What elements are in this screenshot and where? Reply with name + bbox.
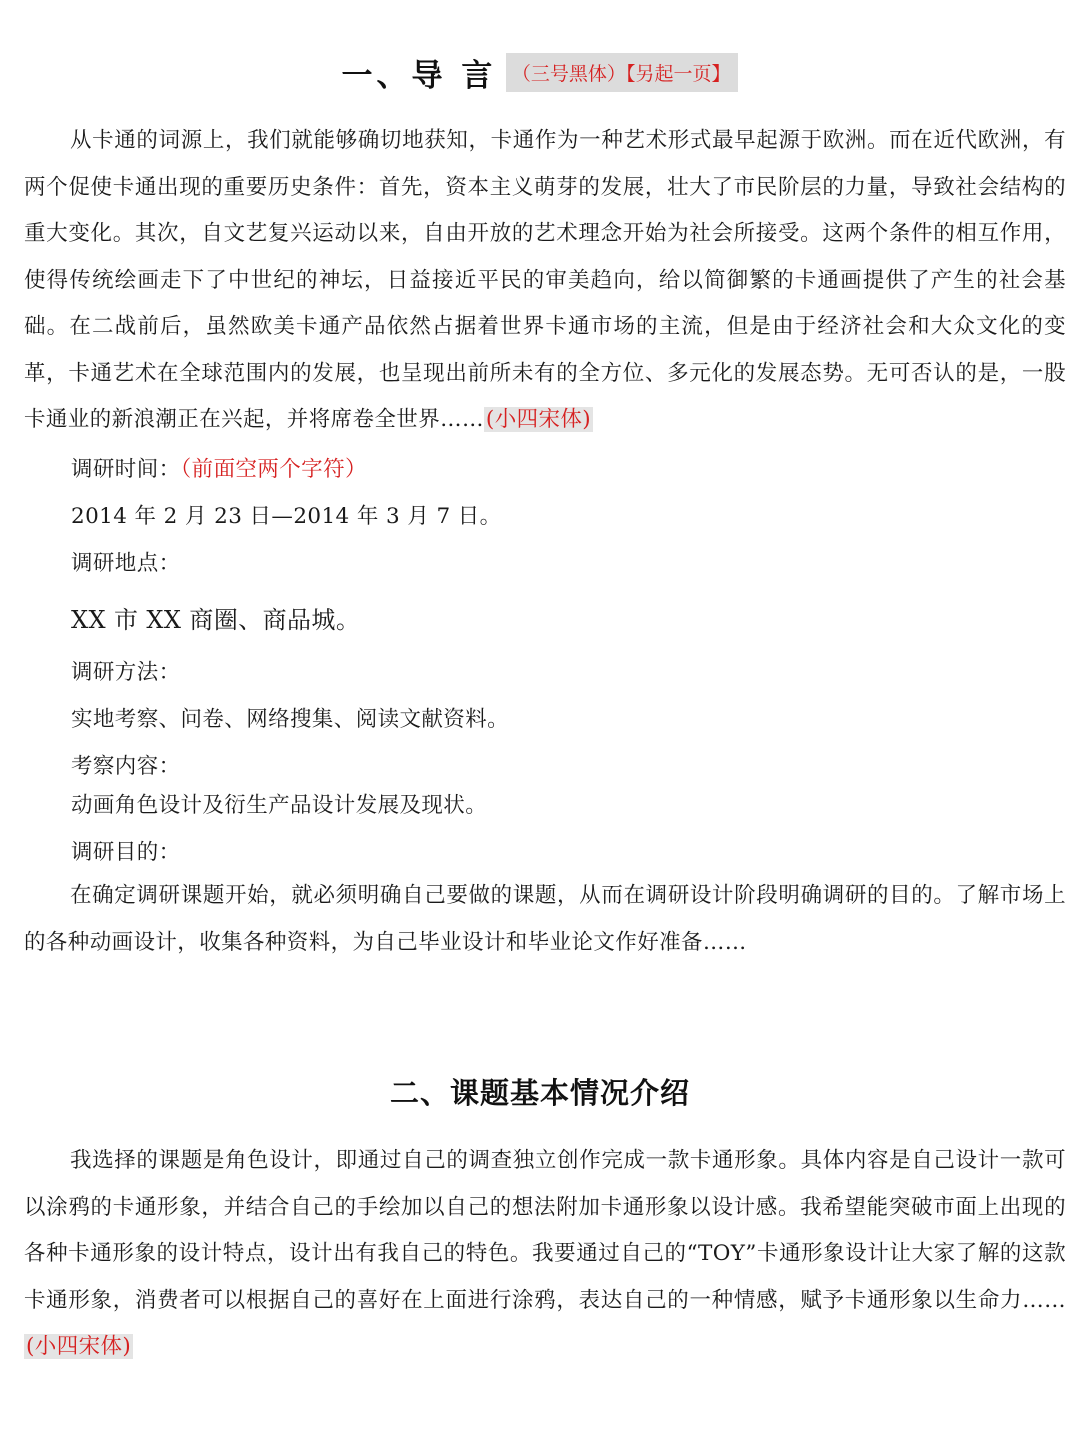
heading-format-annotation — [506, 53, 739, 92]
heading-font-note: （三号黑体） — [511, 63, 626, 85]
research-place-value: XX 市 XX 商圈、商品城。 — [71, 606, 361, 634]
indent-annotation: （前面空两个字符） — [180, 457, 367, 482]
intro-text: 从卡通的词源上，我们就能够确切地获知，卡通作为一种艺术形式最早起源于欧洲。而在近代欧洲，有两个促使卡通出现的重要历史条件：首先，资本主义萌芽的发展，壮大了市民阶层的力量，导致社会结构的重大变化。其次，自文艺复兴运动以来，自由开放的艺术理念开始为社会所接受。这两个条件的相互作用，使得传统绘画走下了中世纪的神坛，日益接近平民的审美趋向，给以简御繁的卡通画提供了产生的社会基础。在二战前后，虽然欧美卡通产品依然占据着世界卡通市场的主流，但是由于经济社会和大众文化的变革，卡通艺术在全球范围内的发展，也呈现出前所未有的全方位、多元化的发展态势。无可否认的是，一股卡通业的新浪潮正在兴起，并将席卷全世界…… — [24, 128, 1066, 432]
research-purpose-label: 调研目的： — [71, 840, 181, 865]
intro-paragraph — [24, 118, 1066, 444]
research-time-label: 调研时间： — [71, 457, 181, 482]
research-place-label: 调研地点： — [71, 551, 181, 576]
research-method-value: 实地考察、问卷、网络搜集、阅读文献资料。 — [71, 707, 510, 732]
research-content-value: 动画角色设计及衍生产品设计发展及现状。 — [71, 793, 488, 818]
topic-font-annotation: (小四宋体) — [26, 1334, 132, 1359]
research-time-value: 2014 年 2 月 23 日—2014 年 3 月 7 日。 — [71, 504, 502, 529]
section-1-heading — [0, 50, 1080, 95]
section-2-title: 二、课题基本情况介绍 — [389, 1076, 690, 1110]
research-content-label: 考察内容： — [71, 754, 181, 779]
research-time-label-line — [71, 452, 367, 483]
heading-page-note: 【另起一页】 — [625, 63, 731, 85]
research-method-label: 调研方法： — [71, 660, 181, 685]
topic-intro-text: 我选择的课题是角色设计，即通过自己的调查独立创作完成一款卡通形象。具体内容是自己设计一款可以涂鸦的卡通形象，并结合自己的手绘加以自己的想法附加卡通形象以设计感。我希望能突破市面上出现的各种卡通形象的设计特点，设计出有我自己的特色。我要通过自己的“TOY”卡通形象设计让大家了解的这款卡通形象，消费者可以根据自己的喜好在上面进行涂鸦，表达自己的一种情感，赋予卡通形象以生命力…… — [24, 1148, 1066, 1313]
intro-font-annotation: (小四宋体) — [485, 407, 592, 432]
topic-intro-paragraph — [24, 1138, 1066, 1371]
research-purpose-paragraph: 在确定调研课题开始，就必须明确自己要做的课题，从而在调研设计阶段明确调研的目的。了解市场上的各种动画设计，收集各种资料，为自己毕业设计和毕业论文作好准备…… — [24, 883, 1066, 955]
section-1-title: 一、导 言 — [341, 58, 497, 94]
